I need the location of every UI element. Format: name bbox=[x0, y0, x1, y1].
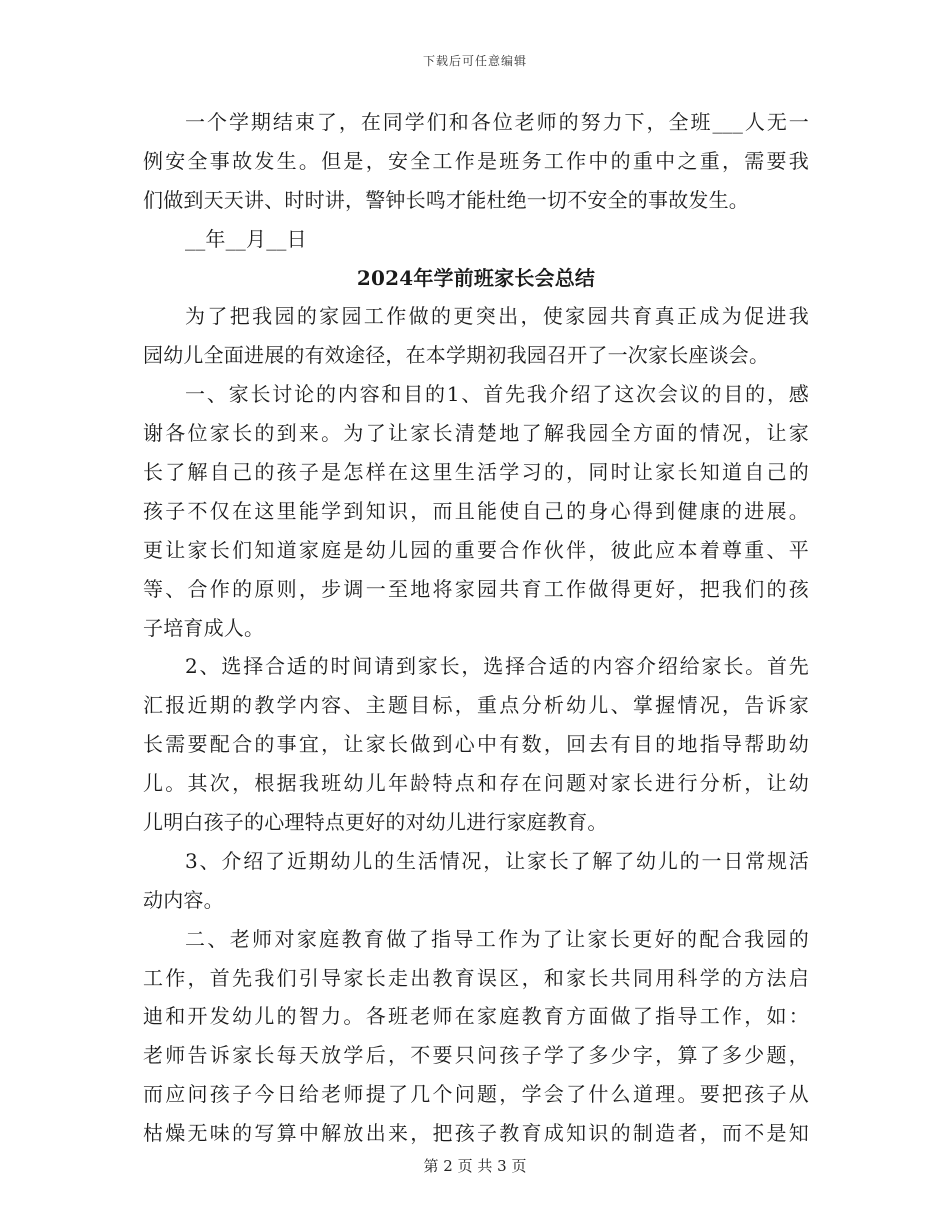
page-header-note: 下载后可任意编辑 bbox=[422, 54, 527, 68]
text-line: 一个学期结束了，在同学们和各位老师的努力下，全班___人无一 bbox=[185, 110, 809, 134]
text-line: 们做到天天讲、时时讲，警钟长鸣才能杜绝一切不安全的事故发生。 bbox=[143, 187, 749, 212]
document-body bbox=[143, 103, 809, 1153]
text-line: 工作，首先我们引导家长走出教育误区，和家长共同用科学的方法启 bbox=[143, 965, 809, 990]
text-line: 等、合作的原则，步调一至地将家园共育工作做得更好，把我们的孩 bbox=[143, 576, 809, 601]
text-line: 园幼儿全面进展的有效途径，在本学期初我园召开了一次家长座谈会。 bbox=[143, 343, 770, 368]
text-line: 迪和开发幼儿的智力。各班老师在家庭教育方面做了指导工作，如： bbox=[143, 1004, 809, 1029]
text-line: 为了把我园的家园工作做的更突出，使家园共育真正成为促进我 bbox=[185, 304, 809, 329]
text-line: 2、选择合适的时间请到家长，选择合适的内容介绍给家长。首先 bbox=[185, 654, 809, 679]
text-line: 3、介绍了近期幼儿的生活情况，让家长了解了幼儿的一日常规活 bbox=[185, 848, 809, 873]
text-line: 儿明白孩子的心理特点更好的对幼儿进行家庭教育。 bbox=[143, 810, 608, 835]
text-line: 长了解自己的孩子是怎样在这里生活学习的，同时让家长知道自己的 bbox=[143, 460, 809, 485]
text-line: 例安全事故发生。但是，安全工作是班务工作中的重中之重，需要我 bbox=[143, 148, 809, 173]
text-line: 而应问孩子今日给老师提了几个问题，学会了什么道理。要把孩子从 bbox=[143, 1082, 809, 1107]
text-line: 二、老师对家庭教育做了指导工作为了让家长更好的配合我园的 bbox=[185, 926, 809, 951]
text-line: 老师告诉家长每天放学后，不要只问孩子学了多少字，算了多少题， bbox=[143, 1043, 809, 1068]
text-line: 孩子不仅在这里能学到知识，而且能使自己的身心得到健康的进展。 bbox=[143, 498, 809, 523]
text-line: 子培育成人。 bbox=[143, 615, 265, 640]
text-line: 更让家长们知道家庭是幼儿园的重要合作伙伴，彼此应本着尊重、平 bbox=[143, 537, 809, 562]
text-line: 枯燥无味的写算中解放出来，把孩子教育成知识的制造者，而不是知 bbox=[143, 1121, 809, 1146]
page-number: 第 2 页 共 3 页 bbox=[423, 1157, 527, 1175]
date-line: __年__月__日 bbox=[185, 226, 307, 251]
text-line: 一、家长讨论的内容和目的1、首先我介绍了这次会议的目的，感 bbox=[185, 382, 809, 407]
text-line: 汇报近期的教学内容、主题目标，重点分析幼儿、掌握情况，告诉家 bbox=[143, 693, 809, 718]
text-line: 长需要配合的事宜，让家长做到心中有数，回去有目的地指导帮助幼 bbox=[143, 732, 809, 757]
text-line: 动内容。 bbox=[143, 887, 224, 912]
document-title: 2024年学前班家长会总结 bbox=[356, 265, 596, 290]
text-line: 儿。其次，根据我班幼儿年龄特点和存在问题对家长进行分析，让幼 bbox=[143, 771, 809, 796]
text-line: 谢各位家长的到来。为了让家长清楚地了解我园全方面的情况，让家 bbox=[143, 421, 809, 446]
